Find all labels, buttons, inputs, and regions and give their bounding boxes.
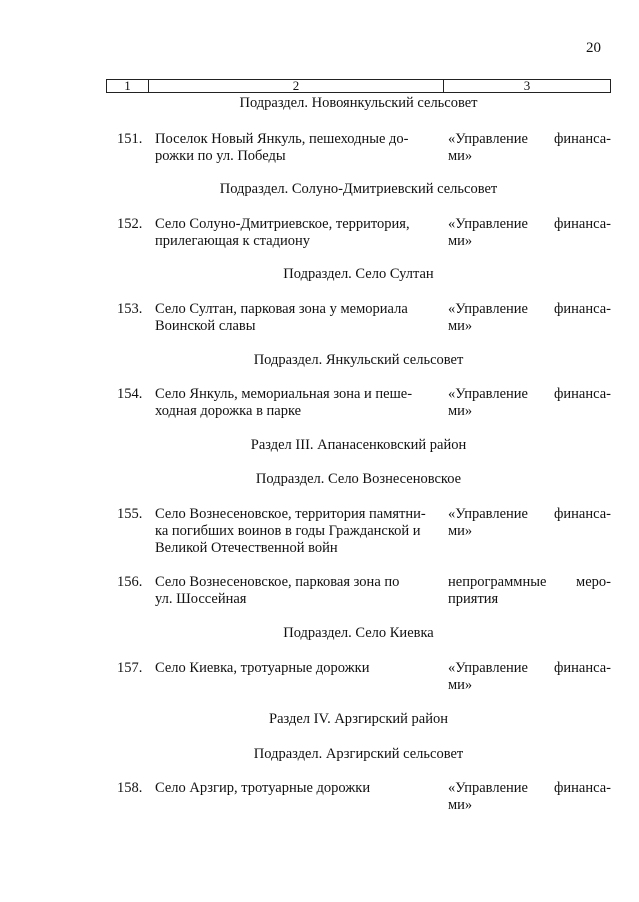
row-description: [155, 386, 439, 420]
description-line: Село Султан, парковая зона у мемориала: [155, 301, 408, 317]
executor-text: ми»: [448, 233, 473, 249]
row-executor: [448, 216, 611, 250]
executor-text: финанса-: [554, 506, 611, 522]
row-executor: [448, 660, 611, 694]
executor-text: «Управление: [448, 780, 528, 796]
row-number: 151.: [117, 131, 143, 147]
executor-text: «Управление: [448, 301, 528, 317]
row-description: [155, 216, 439, 250]
row-description: [155, 574, 439, 608]
executor-text: финанса-: [554, 660, 611, 676]
row-description: [155, 506, 439, 557]
description-line: Великой Отечественной войн: [155, 540, 338, 556]
row-description: [155, 780, 439, 797]
section-heading: Подраздел. Село Султан: [283, 266, 434, 282]
executor-text: ми»: [448, 797, 473, 813]
executor-text: финанса-: [554, 131, 611, 147]
row-number: 157.: [117, 660, 143, 676]
section-heading: Подраздел. Солуно-Дмитриевский сельсовет: [219, 181, 498, 197]
description-line: ка погибших воинов в годы Гражданской и: [155, 523, 421, 539]
description-line: ул. Шоссейная: [155, 591, 247, 607]
row-number: 158.: [117, 780, 143, 796]
executor-text: финанса-: [554, 780, 611, 796]
executor-text: меро-: [576, 574, 611, 590]
executor-text: ми»: [448, 403, 473, 419]
section-heading: Подраздел. Янкульский сельсовет: [253, 352, 464, 368]
executor-text: финанса-: [554, 216, 611, 232]
executor-text: «Управление: [448, 506, 528, 522]
executor-text: приятия: [448, 591, 499, 607]
section-heading: Подраздел. Арзгирский сельсовет: [253, 746, 464, 762]
executor-text: финанса-: [554, 301, 611, 317]
executor-text: финанса-: [554, 386, 611, 402]
executor-text: ми»: [448, 318, 473, 334]
section-heading: Раздел III. Апанасенковский район: [250, 437, 467, 453]
row-number: 155.: [117, 506, 143, 522]
description-line: прилегающая к стадиону: [155, 233, 311, 249]
row-number: 154.: [117, 386, 143, 402]
description-line: Поселок Новый Янкуль, пешеходные до-: [155, 131, 409, 147]
executor-text: «Управление: [448, 660, 528, 676]
executor-text: «Управление: [448, 131, 528, 147]
row-executor: [448, 131, 611, 165]
row-number: 156.: [117, 574, 143, 590]
description-line: Село Киевка, тротуарные дорожки: [155, 660, 370, 676]
table-header: [106, 79, 611, 93]
executor-text: непрограммные: [448, 574, 547, 590]
description-line: ходная дорожка в парке: [155, 403, 302, 419]
row-number: 153.: [117, 301, 143, 317]
row-executor: [448, 506, 611, 540]
description-line: Село Вознесеновское, парковая зона по: [155, 574, 400, 590]
page-number: 20: [586, 40, 601, 56]
description-line: Село Вознесеновское, территория памятни-: [155, 506, 426, 522]
column-header-1: 1: [107, 80, 149, 92]
row-description: [155, 301, 439, 335]
executor-text: ми»: [448, 677, 473, 693]
row-description: [155, 660, 439, 677]
row-executor: [448, 386, 611, 420]
row-executor: [448, 574, 611, 608]
section-heading: Подраздел. Новоянкульский сельсовет: [239, 95, 478, 111]
section-heading: Раздел IV. Арзгирский район: [269, 711, 448, 727]
column-header-2: 2: [149, 80, 444, 92]
description-line: Село Янкуль, мемориальная зона и пеше-: [155, 386, 413, 402]
row-executor: [448, 301, 611, 335]
row-description: [155, 131, 439, 165]
column-header-3: 3: [523, 78, 531, 93]
description-line: Воинской славы: [155, 318, 256, 334]
executor-text: «Управление: [448, 386, 528, 402]
description-line: Село Солуно-Дмитриевское, территория,: [155, 216, 410, 232]
section-heading: Подраздел. Село Вознесеновское: [255, 471, 462, 487]
description-line: рожки по ул. Победы: [155, 148, 286, 164]
row-executor: [448, 780, 611, 814]
description-line: Село Арзгир, тротуарные дорожки: [155, 780, 371, 796]
executor-text: ми»: [448, 148, 473, 164]
row-number: 152.: [117, 216, 143, 232]
section-heading: Подраздел. Село Киевка: [283, 625, 434, 641]
executor-text: ми»: [448, 523, 473, 539]
executor-text: «Управление: [448, 216, 528, 232]
